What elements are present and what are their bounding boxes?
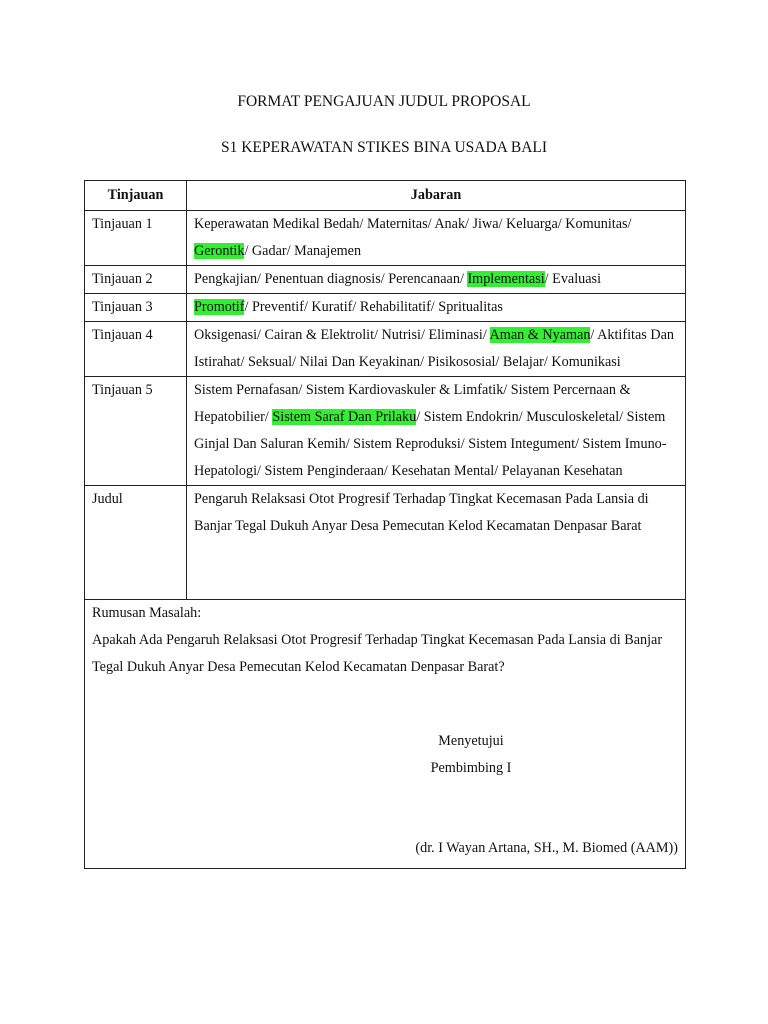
row-content (187, 377, 686, 486)
text-segment: Pengkajian/ Penentuan diagnosis/ Perencanaan/ (194, 271, 468, 287)
table-row (85, 322, 686, 377)
table-header-row (85, 181, 686, 211)
row-content (187, 211, 686, 266)
table-row (85, 266, 686, 294)
text-segment: Sistem Pernafasan/ Sistem Kardiovaskuler & Limfatik/ Sistem Percernaan & Hepatobilier/ (194, 382, 631, 425)
text-segment: / Sistem Endokrin/ Musculoskeletal/ Sistem Ginjal Dan Saluran Kemih/ Sistem Reproduksi/ Sistem Integument/ Sistem Imuno-Hepatologi/ Sistem Penginderaan/ Kesehatan Mental/ Pelayanan Kesehatan (194, 409, 667, 479)
document-title: FORMAT PENGAJUAN JUDUL PROPOSAL (237, 93, 531, 110)
row-content (187, 322, 686, 377)
table-row (85, 377, 686, 486)
text-segment: / Aktifitas Dan Istirahat/ Seksual/ Nilai Dan Keyakinan/ Pisikososial/ Belajar/ Komunikasi (194, 327, 674, 370)
row-label: Tinjauan 1 (85, 211, 187, 266)
row-content (187, 266, 686, 294)
row-label: Tinjauan 4 (85, 322, 187, 377)
row-label: Tinjauan 2 (85, 266, 187, 294)
text-segment: / Preventif/ Kuratif/ Rehabilitatif/ Spritualitas (244, 299, 503, 315)
proposal-table (84, 180, 686, 869)
header-tinjauan: Tinjauan (85, 181, 187, 211)
rumusan-label: Rumusan Masalah: (92, 605, 202, 621)
judul-label: Judul (85, 486, 187, 600)
judul-text: Pengaruh Relaksasi Otot Progresif Terhadap Tingkat Kecemasan Pada Lansia di Banjar Tegal Dukuh Anyar Desa Pemecutan Kelod Kecamatan Denpasar Barat (187, 486, 686, 600)
judul-row (85, 486, 686, 600)
row-label: Tinjauan 3 (85, 294, 187, 322)
table-row (85, 211, 686, 266)
supervisor-role: Pembimbing I (430, 760, 512, 776)
row-label: Tinjauan 5 (85, 377, 187, 486)
text-segment: / Gadar/ Manajemen (244, 243, 362, 259)
text-segment: Keperawatan Medikal Bedah/ Maternitas/ Anak/ Jiwa/ Keluarga/ Komunitas/ (194, 216, 632, 232)
highlighted-choice: Implementasi (467, 271, 545, 287)
highlighted-choice: Sistem Saraf Dan Prilaku (272, 409, 417, 425)
table-row (85, 294, 686, 322)
row-content (187, 294, 686, 322)
header-jabaran: Jabaran (187, 181, 686, 211)
approval-label: Menyetujui (438, 733, 504, 749)
document-subtitle: S1 KEPERAWATAN STIKES BINA USADA BALI (220, 139, 548, 156)
text-segment: / Evaluasi (544, 271, 602, 287)
highlighted-choice: Gerontik (194, 243, 245, 259)
rumusan-row (85, 600, 686, 869)
rumusan-text: Apakah Ada Pengaruh Relaksasi Otot Progresif Terhadap Tingkat Kecemasan Pada Lansia di Banjar Tegal Dukuh Anyar Desa Pemecutan Kelod Kecamatan Denpasar Barat? (92, 632, 663, 675)
highlighted-choice: Aman & Nyaman (489, 327, 591, 343)
supervisor-name: (dr. I Wayan Artana, SH., M. Biomed (AAM)) (415, 840, 678, 856)
rumusan-cell (85, 600, 686, 869)
highlighted-choice: Promotif (194, 299, 245, 315)
text-segment: Oksigenasi/ Cairan & Elektrolit/ Nutrisi/ Eliminasi/ (194, 327, 490, 343)
